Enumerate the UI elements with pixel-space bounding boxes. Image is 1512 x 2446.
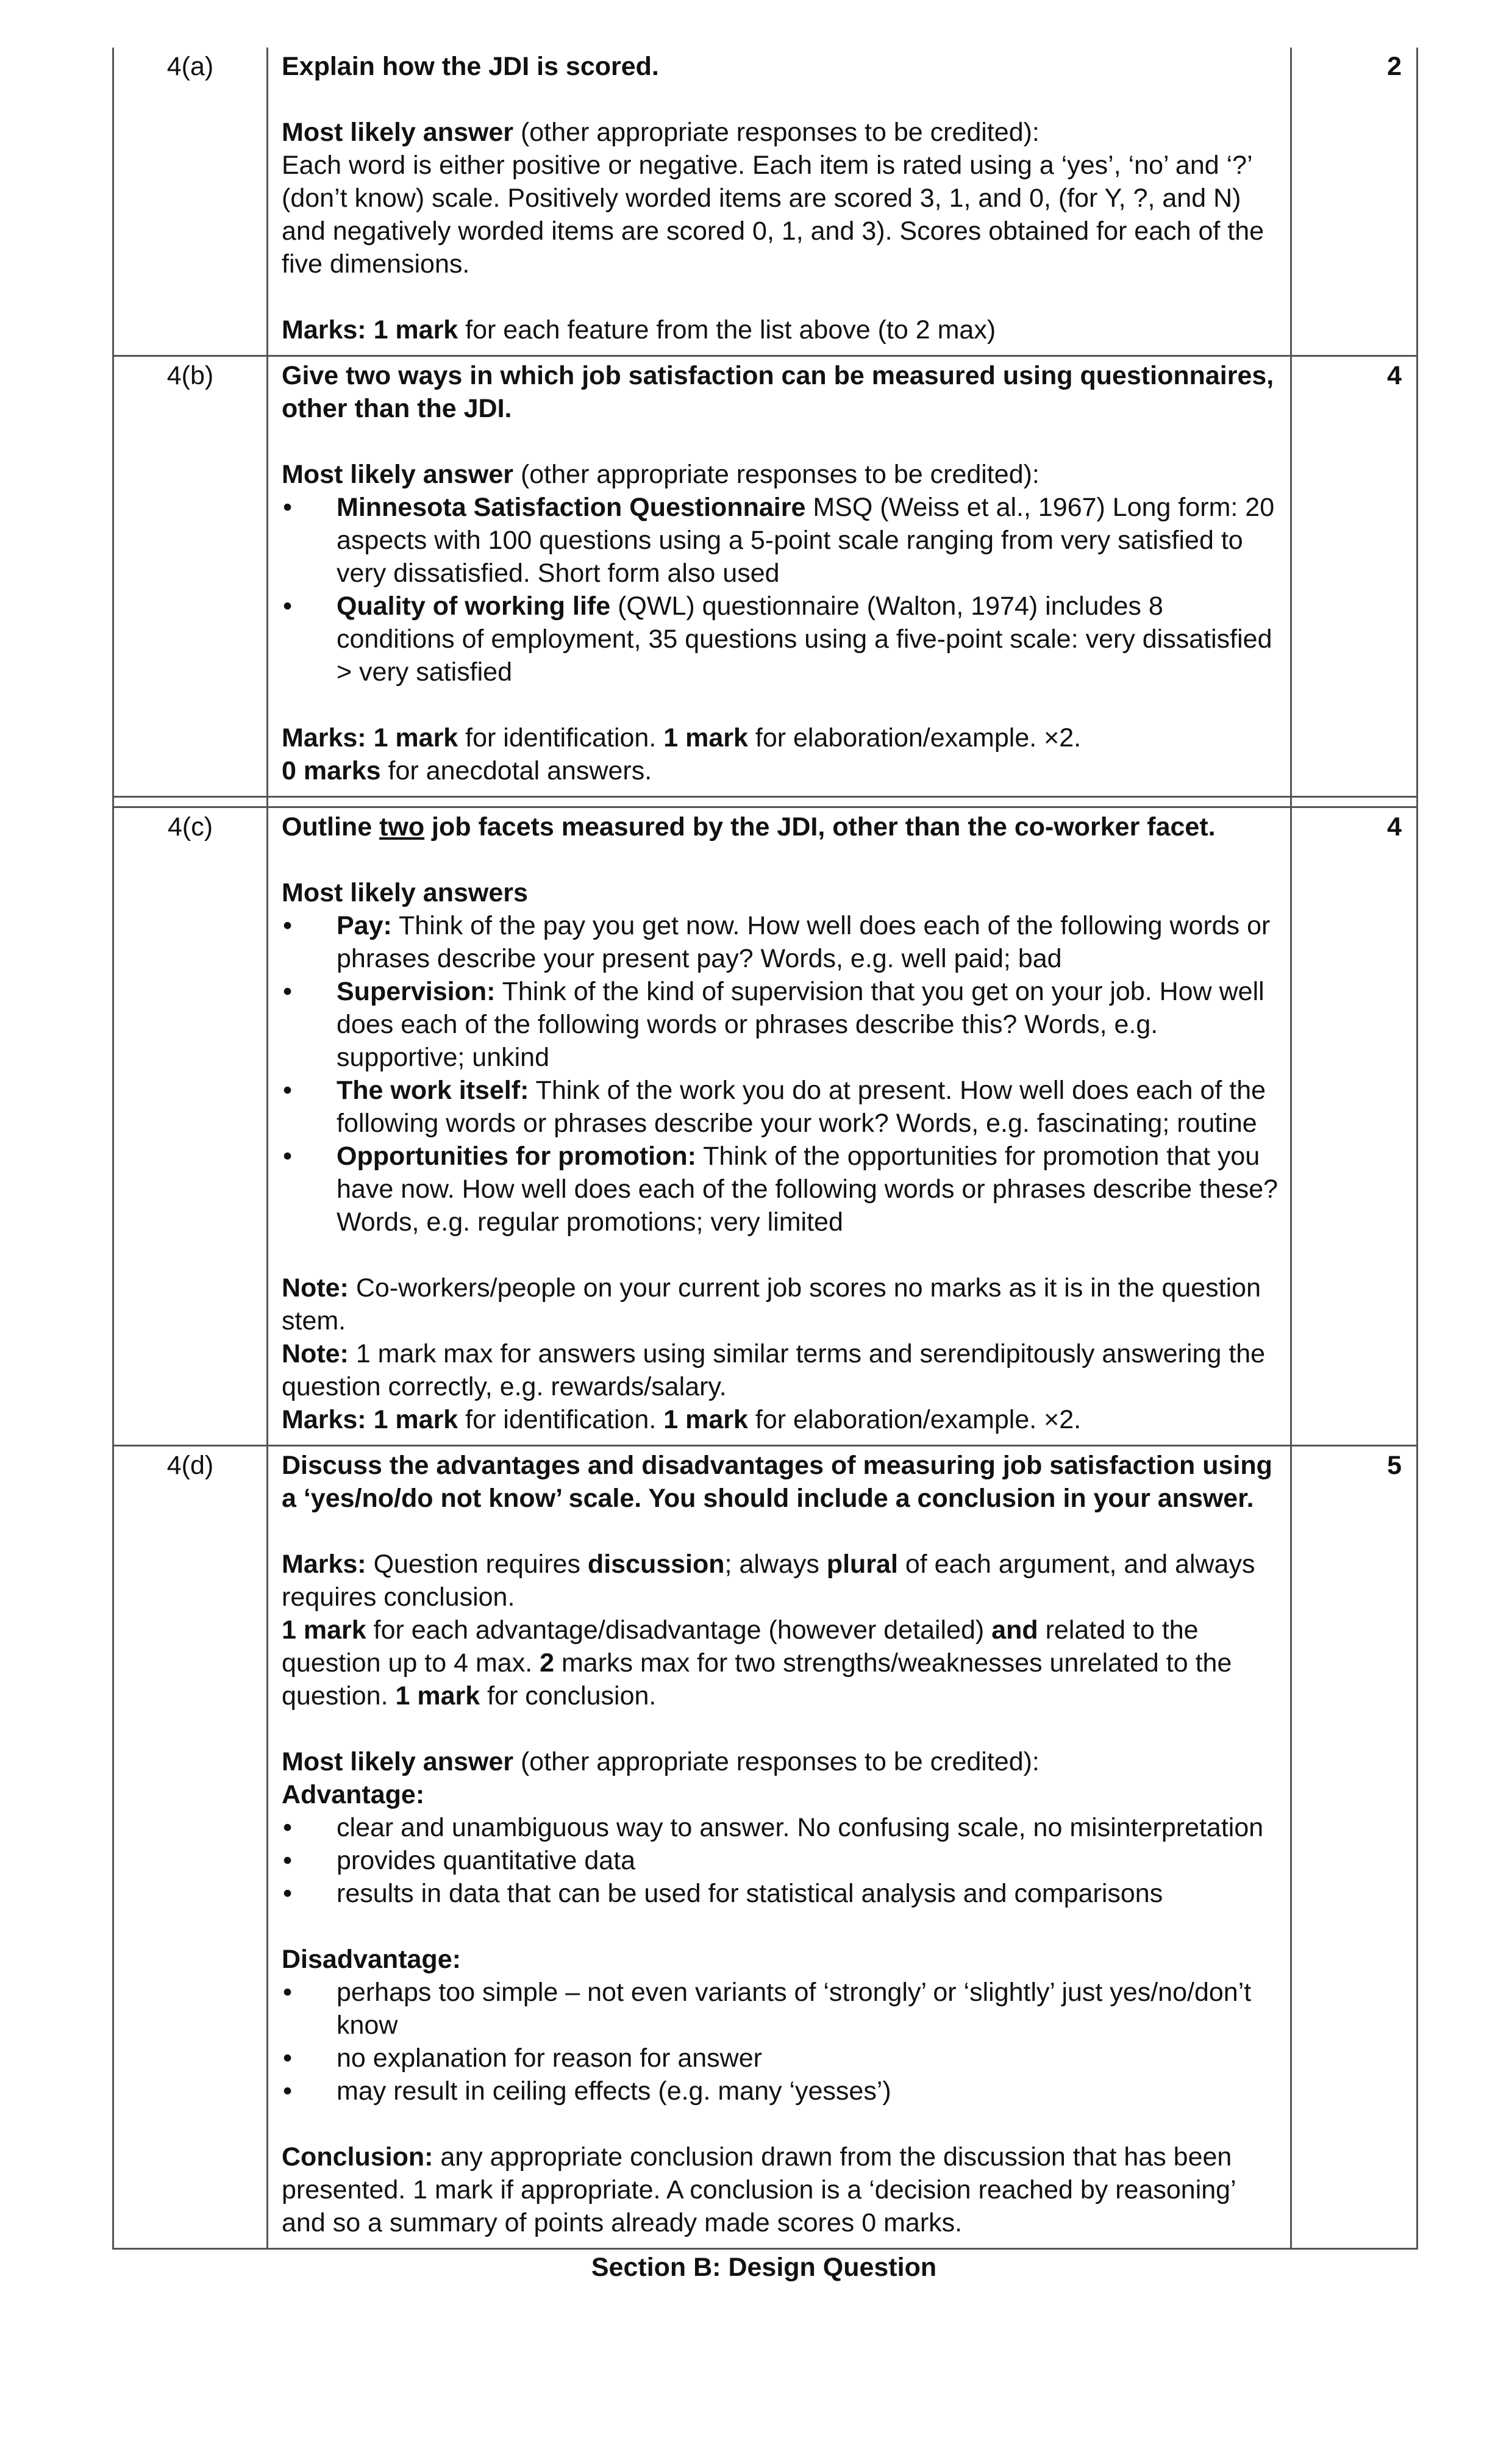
question-row-4c [113, 807, 1417, 1446]
answer-text: Each word is either positive or negative. Each item is rated using a ‘yes’, ‘no’ and ‘?’ (don’t know) scale. Positively worded items are scored 3, 1, and 0, (for Y, ?, and N) and negatively worded items are scored 0, 1, and 3). Scores obtained for each of the five dimensions. [282, 151, 1264, 279]
list-item: • Opportunities for promotion: Think of the opportunities for promotion that you have now. How well does each of the following words or phrases describe these? Words, e.g. regular promotions; very limited [282, 1140, 1279, 1239]
row-separator [113, 797, 1417, 807]
answer-list [282, 491, 1279, 688]
question-text: Explain how the JDI is scored. [282, 52, 659, 81]
question-number: 4(b) [113, 356, 268, 797]
section-heading: Section B: Design Question [591, 2253, 937, 2282]
question-row-4a [113, 48, 1417, 356]
advantage-heading: Advantage: [282, 1780, 425, 1809]
list-item: • Pay: Think of the pay you get now. How well does each of the following words or phrases describe your present pay? Words, e.g. well paid; bad [282, 909, 1279, 975]
list-item: • The work itself: Think of the work you do at present. How well does each of the following words or phrases describe your work? Words, e.g. fascinating; routine [282, 1074, 1279, 1140]
question-content [268, 48, 1291, 356]
marks-guidance: Marks: 1 mark for each feature from the list above (to 2 max) [282, 315, 996, 345]
likely-answer: Most likely answer (other appropriate responses to be credited): Each word is either positive or negative. Each item is rated using a ‘yes’, ‘no’ and ‘?’ (don’t know) scale. Positively worded items are scored 3, 1, and 0, (for Y, ?, and N) and negatively worded items are scored 0, 1, and 3). Scores obtained for each of the five dimensions. [282, 116, 1279, 281]
disadvantage-list [282, 1976, 1279, 2108]
mark-value: 5 [1291, 1446, 1417, 2249]
list-item: • results in data that can be used for statistical analysis and comparisons [282, 1877, 1279, 1910]
mark-value: 4 [1291, 356, 1417, 797]
question-row-4b [113, 356, 1417, 797]
disadvantages [282, 1943, 1279, 2108]
marks-guidance: Marks: 1 mark for identification. 1 mark for elaboration/example. ×2. 0 marks for anecdotal answers. [282, 723, 1082, 785]
list-item: • Quality of working life (QWL) questionnaire (Walton, 1974) includes 8 conditions of employment, 35 questions using a five-point scale: very dissatisfied > very satisfied [282, 590, 1279, 688]
conclusion-guidance: Conclusion: any appropriate conclusion drawn from the discussion that has been presented. 1 mark if appropriate. A conclusion is a ‘decision reached by reasoning’ and so a summary of points already made scores 0 marks. [282, 2142, 1236, 2237]
question-row-4d [113, 1446, 1417, 2249]
list-item: • may result in ceiling effects (e.g. many ‘yesses’) [282, 2075, 1279, 2108]
disadvantage-heading: Disadvantage: [282, 1945, 461, 1974]
note: Note: Co-workers/people on your current job scores no marks as it is in the question stem. [282, 1273, 1261, 1336]
mark-value: 4 [1291, 807, 1417, 1446]
list-item: • provides quantitative data [282, 1844, 1279, 1877]
list-item: • clear and unambiguous way to answer. No confusing scale, no misinterpretation [282, 1811, 1279, 1844]
mark-value: 2 [1291, 48, 1417, 356]
list-item: • no explanation for reason for answer [282, 2042, 1279, 2075]
likely-answer: Most likely answer (other appropriate responses to be credited): • Minnesota Satisfaction Questionnaire MSQ (Weiss et al., 1967) Long form: 20 aspects with 100 questions using a 5-point scale ranging from very satisfied to very dissatisfied. Short form also used • Quality of working life (QWL) questionnaire (Walton, 1974) includes 8 conditions of employment, 35 questions using a five-point scale: very dissatisfied > very satisfied [282, 458, 1279, 688]
mark-scheme-table [112, 48, 1418, 2250]
question-number: 4(c) [113, 807, 268, 1446]
marks-guidance: Note: Co-workers/people on your current job scores no marks as it is in the question stem. Note: 1 mark max for answers using similar terms and serendipitously answering the question correctly, e.g. rewards/salary. Marks: 1 mark for identification. 1 mark for elaboration/example. ×2. [282, 1271, 1279, 1436]
question-content [268, 356, 1291, 797]
answer-list [282, 909, 1279, 1239]
question-text: Give two ways in which job satisfaction can be measured using questionnaires, other than the JDI. [282, 361, 1274, 423]
list-item: • Supervision: Think of the kind of supervision that you get on your job. How well does each of the following words or phrases describe this? Words, e.g. supportive; unkind [282, 975, 1279, 1074]
list-item: • Minnesota Satisfaction Questionnaire MSQ (Weiss et al., 1967) Long form: 20 aspects with 100 questions using a 5-point scale ranging from very satisfied to very dissatisfied. Short form also used [282, 491, 1279, 590]
question-number: 4(a) [113, 48, 268, 356]
list-item: • perhaps too simple – not even variants of ‘strongly’ or ‘slightly’ just yes/no/don’t know [282, 1976, 1279, 2042]
question-content [268, 807, 1291, 1446]
question-text: Outline two job facets measured by the JDI, other than the co-worker facet. [282, 812, 1216, 842]
note: Note: 1 mark max for answers using similar terms and serendipitously answering the question correctly, e.g. rewards/salary. [282, 1339, 1266, 1401]
marks-guidance: Marks: Question requires discussion; always plural of each argument, and always requires conclusion. 1 mark for each advantage/disadvantage (however detailed) and related to the question up to 4 max. 2 marks max for two strengths/weaknesses unrelated to the question. 1 mark for conclusion. [282, 1550, 1255, 1711]
question-content [268, 1446, 1291, 2249]
likely-answer: Most likely answers • Pay: Think of the pay you get now. How well does each of the following words or phrases describe your present pay? Words, e.g. well paid; bad • Supervision: Think of the kind of supervision that you get on your job. How well does each of the following words or phrases describe this? Words, e.g. supportive; unkind • The work itself: Think of the work you do at present. How well does each of the following words or phrases describe your work? Words, e.g. fascinating; routine • Opportunities for promotion: Think of the opportunities for promotion that you have now. How well does each of the following words or phrases describe these? Words, e.g. regular promotions; very limited [282, 876, 1279, 1239]
advantage-list [282, 1811, 1279, 1910]
question-number: 4(d) [113, 1446, 268, 2249]
question-text: Discuss the advantages and disadvantages of measuring job satisfaction using a ‘yes/no/do not know’ scale. You should include a conclusion in your answer. [282, 1451, 1272, 1513]
likely-answer: Most likely answer (other appropriate responses to be credited): Advantage: • clear and unambiguous way to answer. No confusing scale, no misinterpretation • provides quantitative data • results in data that can be used for statistical analysis and comparisons [282, 1745, 1279, 1910]
mark-scheme-page [112, 48, 1416, 2284]
